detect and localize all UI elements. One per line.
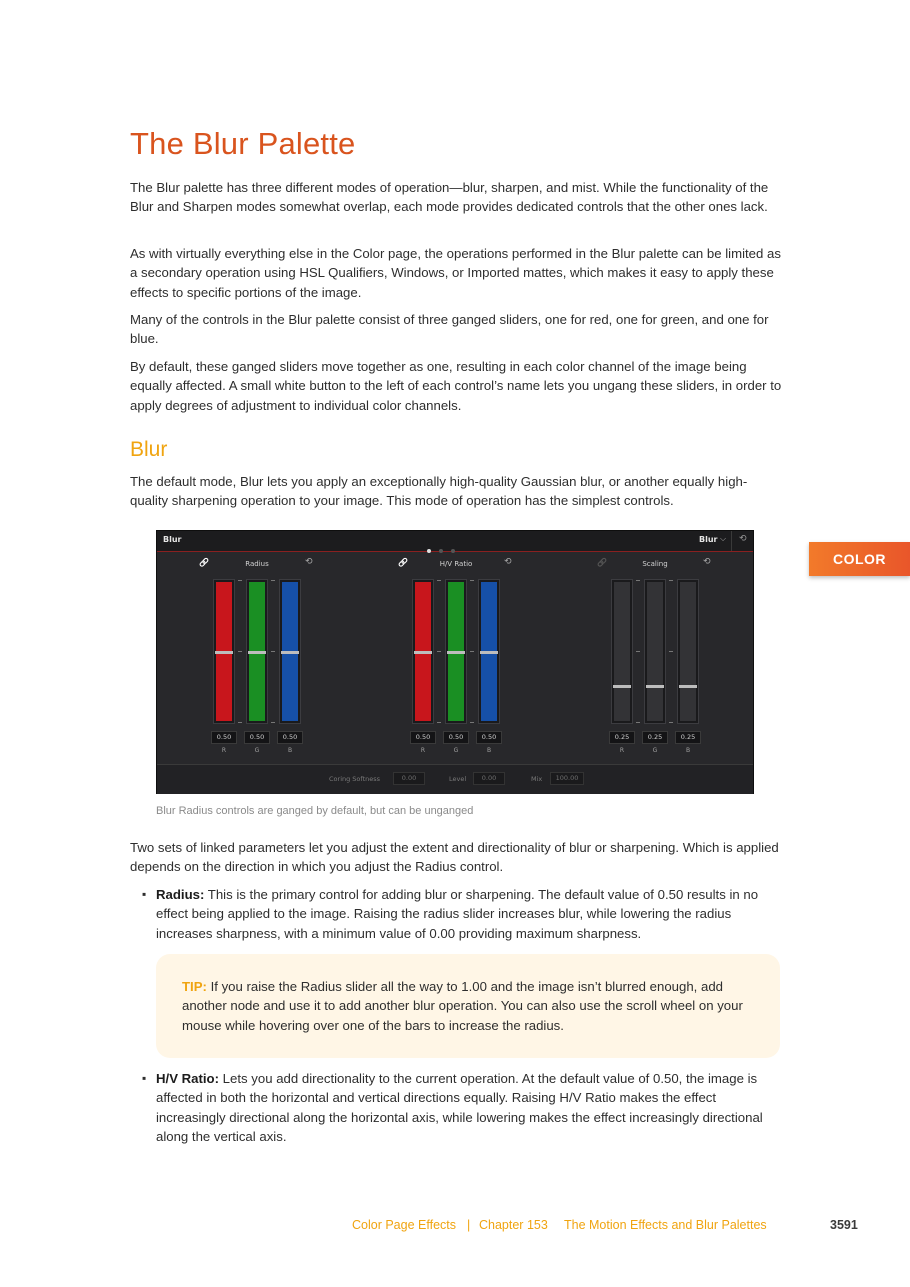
slider-track-g[interactable] [445,579,467,724]
slider-handle[interactable] [447,651,465,654]
header-divider [731,531,732,551]
slider-tick [437,580,441,581]
slider-tick [238,580,242,581]
value-field-b[interactable]: 0.50 [476,731,502,744]
reset-icon[interactable]: ⟲ [504,557,512,567]
slider-handle[interactable] [480,651,498,654]
channel-label: R [420,747,426,754]
tip-text: If you raise the Radius slider all the way to 1.00 and the image isn’t blurred enough, add another node and use it to add another blur operation. You can also use the scroll wheel on your mouse while hovering over one of the bars to increase the radius. [182,979,743,1033]
slider-track-g[interactable] [644,579,666,724]
value-field-g[interactable]: 0.25 [642,731,668,744]
bullet-icon: ▪ [142,887,147,901]
bullet-text: This is the primary control for adding blur or sharpening. The default value of 0.50 results in no effect being applied to the image. Raising the radius slider increases blur, while lowering the radius increases sharpness, with a minimum value of 0.00 providing maximum sharpness. [156,887,759,941]
intro-paragraph-2: As with virtually everything else in the Color page, the operations performed in the Blur palette can be limited as a secondary operation using HSL Qualifiers, Windows, or Imported mattes, which makes it easy to apply these effects to specific portions of the image. [130,246,781,300]
coring-softness-label: Coring Softness [329,775,381,783]
slider-handle[interactable] [646,685,664,688]
bullet-term: Radius: [156,887,205,902]
footer-separator: | [467,1218,471,1232]
slider-track-b[interactable] [478,579,500,724]
slider-fill [647,582,663,721]
panel-header [157,531,753,552]
channel-label: B [486,747,492,754]
slider-fill [680,582,696,721]
slider-tick [437,651,441,652]
tip-label: TIP: [182,979,207,994]
slider-tick [271,722,275,723]
slider-tick [271,651,275,652]
slider-track-r[interactable] [213,579,235,724]
channel-label: R [619,747,625,754]
blur-palette-panel [156,530,754,794]
slider-tick [669,580,673,581]
intro-paragraph-3: Many of the controls in the Blur palette consist of three ganged sliders, one for red, one for green, and one for blue. [130,312,769,347]
intro-paragraph-1: The Blur palette has three different modes of operation—blur, sharpen, and mist. While the functionality of the Blur and Sharpen modes somewhat overlap, each mode provides dedicated controls that the other ones lack. [130,180,769,215]
mix-field[interactable]: 100.00 [550,772,584,785]
slider-tick [470,722,474,723]
value-field-r[interactable]: 0.50 [211,731,237,744]
footer-chapter-link[interactable]: Chapter 153 [479,1218,548,1232]
value-field-r[interactable]: 0.25 [609,731,635,744]
slider-tick [669,722,673,723]
mode-select[interactable]: Blur [699,535,718,544]
slider-tick [470,651,474,652]
slider-group-1 [396,553,596,763]
slider-handle[interactable] [281,651,299,654]
chevron-down-icon[interactable]: ⌵ [720,534,727,543]
value-field-g[interactable]: 0.50 [244,731,270,744]
section-title: Blur [130,438,168,461]
footer-chapter-title[interactable]: The Motion Effects and Blur Palettes [564,1218,767,1232]
channel-label: G [652,747,658,754]
slider-group-label: H/V Ratio [439,560,473,568]
slider-group-label: Radius [245,560,269,568]
reset-icon[interactable]: ⟲ [305,557,313,567]
level-label: Level [449,775,467,783]
slider-track-r[interactable] [412,579,434,724]
value-field-b[interactable]: 0.25 [675,731,701,744]
channel-label: B [685,747,691,754]
channel-label: G [254,747,260,754]
channel-label: R [221,747,227,754]
link-channels-icon[interactable]: 🔗 [398,558,408,567]
value-field-g[interactable]: 0.50 [443,731,469,744]
value-field-b[interactable]: 0.50 [277,731,303,744]
intro-paragraph-4: By default, these ganged sliders move together as one, resulting in each color channel of the image being equally affected. A small white button to the left of each control’s name lets you ungang these sliders, in order to apply degrees of adjustment to individual color channels. [130,359,782,413]
coring-softness-field[interactable]: 0.00 [393,772,425,785]
bullet-term: H/V Ratio: [156,1071,220,1086]
link-channels-icon[interactable]: 🔗 [597,558,607,567]
reset-icon[interactable]: ⟲ [703,557,711,567]
slider-track-g[interactable] [246,579,268,724]
slider-handle[interactable] [248,651,266,654]
slider-group-0 [197,553,397,763]
slider-tick [238,722,242,723]
slider-tick [636,651,640,652]
reset-all-icon[interactable]: ⟲ [739,534,747,544]
bullet-text: Lets you add directionality to the current operation. At the default value of 0.50, the image is affected in both the horizontal and vertical directions equally. Raising H/V Ratio makes the effect increasingly directional along the horizontal axis, while lowering makes the effect increasingly directional along the vertical axis. [156,1071,763,1144]
slider-handle[interactable] [215,651,233,654]
slider-tick [437,722,441,723]
slider-track-r[interactable] [611,579,633,724]
slider-group-label: Scaling [642,560,668,568]
slider-tick [669,651,673,652]
section-intro: The default mode, Blur lets you apply an exceptionally high-quality Gaussian blur, or another equally high-quality sharpening operation to your image. This mode of operation has the simplest controls. [130,474,748,509]
color-chapter-tab[interactable]: COLOR [809,542,910,576]
slider-handle[interactable] [679,685,697,688]
channel-label: B [287,747,293,754]
page-number: 3591 [830,1218,858,1232]
slider-tick [636,580,640,581]
slider-tick [470,580,474,581]
tip-box [156,954,780,1058]
channel-label: G [453,747,459,754]
slider-tick [271,580,275,581]
slider-track-b[interactable] [677,579,699,724]
slider-track-b[interactable] [279,579,301,724]
mix-label: Mix [531,775,543,783]
slider-tick [636,722,640,723]
value-field-r[interactable]: 0.50 [410,731,436,744]
level-field[interactable]: 0.00 [473,772,505,785]
figure-caption: Blur Radius controls are ganged by default, but can be unganged [156,805,474,817]
panel-footer [157,764,753,794]
bullet-icon: ▪ [142,1071,147,1085]
slider-fill [614,582,630,721]
after-figure-paragraph: Two sets of linked parameters let you adjust the extent and directionality of blur or sharpening. Which is applied depends on the direction in which you adjust the Radius control. [130,840,779,875]
slider-group-2 [595,553,795,763]
page-title: The Blur Palette [130,126,356,161]
link-channels-icon[interactable]: 🔗 [199,558,209,567]
slider-handle[interactable] [613,685,631,688]
slider-handle[interactable] [414,651,432,654]
panel-title: Blur [163,535,182,544]
slider-tick [238,651,242,652]
footer-section-link[interactable]: Color Page Effects [352,1218,456,1232]
